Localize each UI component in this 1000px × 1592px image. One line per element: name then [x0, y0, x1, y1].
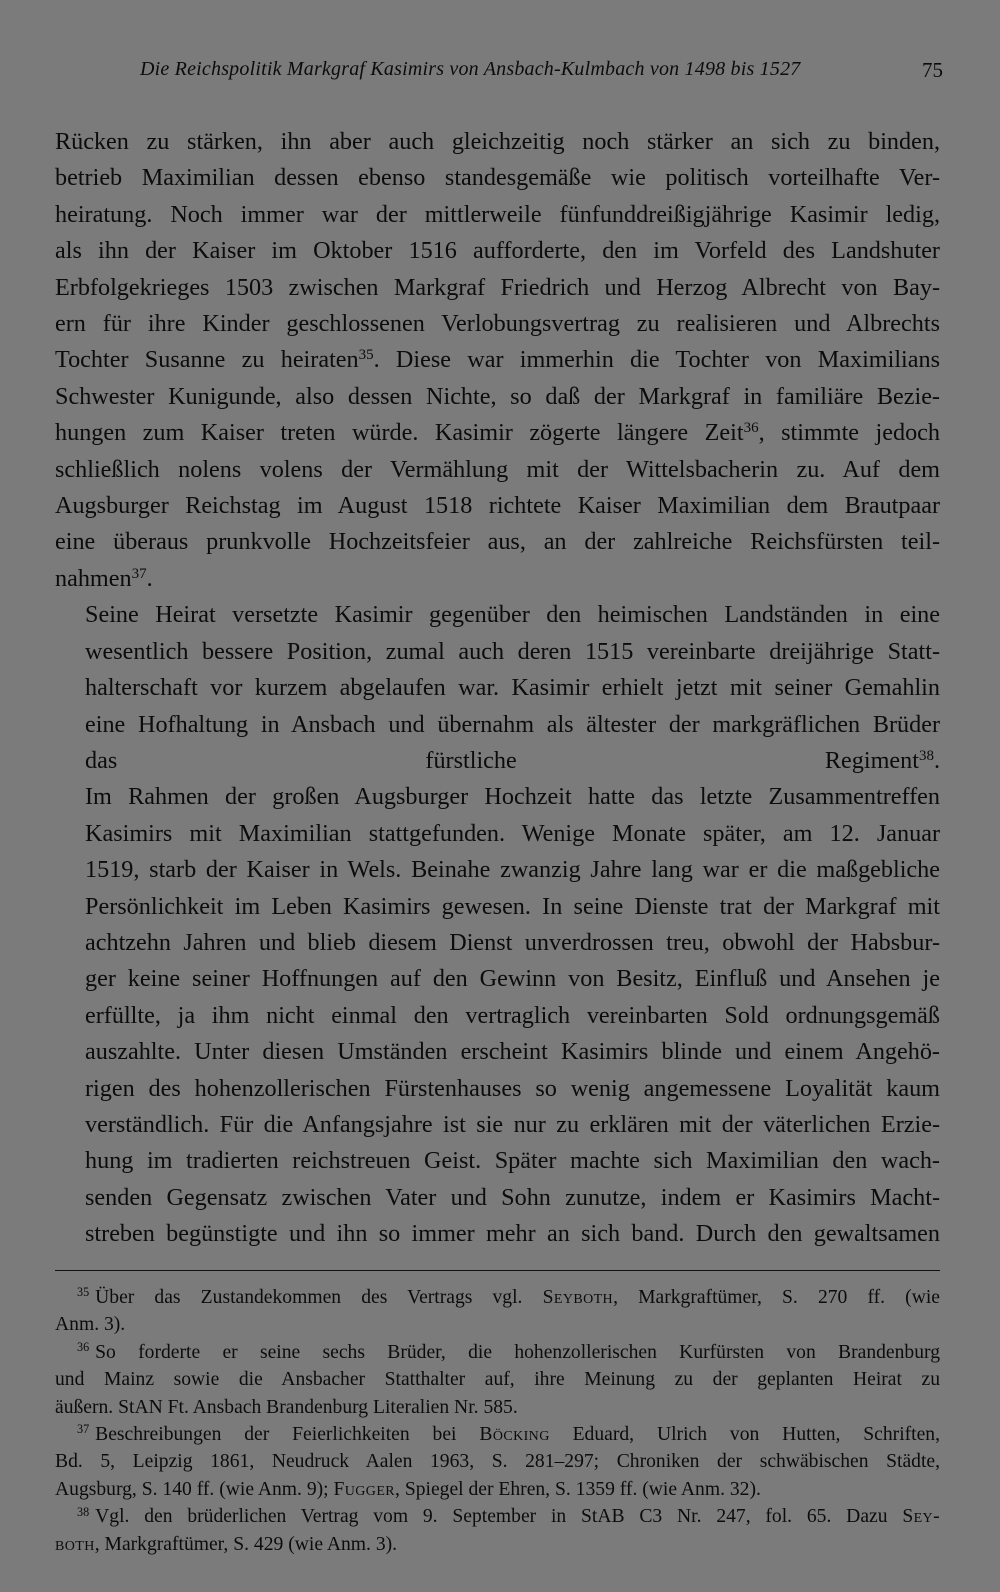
text-run: ern für ihre Kinder geschlossenen Verlobungsvertrag zu realisieren und Albrechts: [55, 310, 940, 338]
paragraph: [55, 779, 940, 1252]
text-line: [55, 452, 940, 488]
footnote-ref: 38: [918, 747, 934, 764]
text-run: , Spiegel der Ehren, S. 1359 ff. (wie Anm. 32).: [395, 1478, 761, 1500]
footnote-ref: 37: [131, 565, 147, 582]
footnote-line: [55, 1339, 940, 1366]
text-run: Seine Heirat versetzte Kasimir gegenüber den heimischen Landständen in eine: [85, 601, 940, 629]
running-title: Die Reichspolitik Markgraf Kasimirs von Ansbach-Kulmbach von 1498 bis 1527: [140, 58, 801, 80]
text-run: senden Gegensatz zwischen Vater und Sohn zunutze, indem er Kasimirs Macht-: [85, 1183, 940, 1211]
text-run: Augsburger Reichstag im August 1518 richtete Kaiser Maximilian dem Brautpaar: [55, 492, 940, 520]
text-run: achtzehn Jahren und blieb diesem Dienst unverdrossen treu, obwohl der Habsbur-: [85, 928, 940, 956]
text-run: verständlich. Für die Anfangsjahre ist sie nur zu erklären mit der väterlichen Erzie-: [85, 1110, 940, 1138]
text-line: [55, 816, 940, 852]
text-run: Vgl. den brüderlichen Vertrag vom 9. September in StAB C3 Nr. 247, fol. 65. Dazu: [95, 1506, 903, 1528]
footnotes: [55, 1284, 940, 1558]
text-run: heiratung. Noch immer war der mittlerweile fünfunddreißigjährige Kasimir ledig,: [55, 200, 940, 228]
text-run: hung im tradierten reichstreuen Geist. Später machte sich Maximilian den wach-: [85, 1147, 940, 1175]
author-name: Fugger: [333, 1478, 396, 1500]
footnote-line: [55, 1503, 940, 1530]
text-run: Augsburg, S. 140 ff. (wie Anm. 9);: [55, 1478, 334, 1500]
footnote-line: [55, 1421, 940, 1448]
footnote: [55, 1284, 940, 1339]
paragraph: [55, 124, 940, 597]
footnote-ref: 35: [358, 347, 374, 364]
text-run: rigen des hohenzollerischen Fürstenhauses so wenig angemessene Loyalität kaum: [85, 1074, 940, 1102]
author-name: Sey-: [902, 1506, 940, 1528]
text-run: das fürstliche Regiment: [85, 746, 919, 774]
text-run: Bd. 5, Leipzig 1861, Neudruck Aalen 1963, S. 281–297; Chroniken der schwäbischen Städte,: [55, 1451, 940, 1473]
text-line: [55, 670, 940, 706]
text-run: Anm. 3).: [55, 1314, 126, 1336]
footnote-ref: 36: [743, 420, 759, 436]
text-run: . Diese war immerhin die Tochter von Maximilians: [373, 346, 941, 374]
author-name: Böcking: [479, 1424, 550, 1446]
text-run: Über das Zustandekommen des Vertrags vgl.: [95, 1287, 543, 1308]
footnote-number: 36: [77, 1340, 90, 1355]
text-line: [55, 1216, 940, 1252]
text-run: Tochter Susanne zu heiraten: [55, 346, 359, 374]
text-run: Schwester Kunigunde, also dessen Nichte, so daß der Markgraf in familiäre Bezie-: [55, 382, 940, 410]
author-name: both: [55, 1533, 95, 1555]
text-line: [55, 889, 940, 925]
text-line: [55, 124, 940, 160]
text-line: [55, 1107, 940, 1143]
text-run: So forderte er seine sechs Brüder, die hohenzollerischen Kurfürsten von Brandenburg: [95, 1341, 940, 1363]
page-number: 75: [922, 58, 943, 82]
text-run: streben begünstigte und ihn so immer mehr an sich band. Durch den gewaltsamen: [85, 1220, 940, 1248]
footnote-divider: [55, 1270, 940, 1271]
page-header: [0, 58, 1000, 88]
author-name: Seyboth: [542, 1287, 614, 1308]
footnote: [55, 1421, 940, 1503]
footnote-line: [55, 1366, 940, 1393]
text-run: und Mainz sowie die Ansbacher Statthalter auf, ihre Meinung zu der geplanten Heirat zu: [55, 1369, 940, 1391]
text-line: [55, 160, 940, 196]
footnote-number: 38: [77, 1504, 90, 1519]
text-run: Im Rahmen der großen Augsburger Hochzeit hatte das letzte Zusammentreffen: [85, 783, 940, 811]
text-line: [55, 852, 940, 888]
text-run: auszahlte. Unter diesen Umständen erscheint Kasimirs blinde und einem Angehö-: [85, 1038, 940, 1066]
text-line: [55, 1180, 940, 1216]
text-run: Beschreibungen der Feierlichkeiten bei: [95, 1424, 480, 1446]
footnote-number: 35: [77, 1285, 90, 1300]
text-line: [55, 634, 940, 670]
footnote: [55, 1339, 940, 1421]
footnote-line: [55, 1476, 940, 1503]
text-run: wesentlich bessere Position, zumal auch deren 1515 vereinbarte dreijährige Statt-: [85, 637, 940, 665]
text-run: Eduard, Ulrich von Hutten, Schriften,: [549, 1424, 940, 1446]
text-line: [55, 524, 940, 560]
footnote-line: [55, 1531, 940, 1558]
footnote-line: [55, 1284, 940, 1311]
text-line: [55, 233, 940, 269]
text-line: [55, 597, 940, 633]
text-run: , Markgraftümer, S. 270 ff. (wie: [613, 1287, 940, 1308]
text-line: [55, 379, 940, 415]
text-run: Persönlichkeit im Leben Kasimirs gewesen. In seine Dienste trat der Markgraf mit: [85, 892, 940, 920]
text-line: [55, 961, 940, 997]
text-line: [55, 1143, 940, 1179]
text-line: [55, 779, 940, 815]
text-line: [55, 1034, 940, 1070]
text-run: ger keine seiner Hoffnungen auf den Gewinn von Besitz, Einfluß und Ansehen je: [85, 965, 940, 993]
text-run: betrieb Maximilian dessen ebenso standesgemäße wie politisch vorteilhafte Ver-: [55, 164, 940, 192]
text-run: 1519, starb der Kaiser in Wels. Beinahe zwanzig Jahre lang war er die maßgebliche: [85, 856, 940, 884]
text-line: [55, 707, 940, 743]
text-run: nahmen: [55, 564, 132, 592]
text-run: halterschaft vor kurzem abgelaufen war. Kasimir erhielt jetzt mit seiner Gemahlin: [85, 674, 940, 702]
text-run: hungen zum Kaiser treten würde. Kasimir zögerte längere Zeit: [55, 419, 744, 447]
text-run: äußern. StAN Ft. Ansbach Brandenburg Literalien Nr. 585.: [55, 1396, 518, 1418]
text-line: [55, 743, 940, 779]
text-run: schließlich nolens volens der Vermählung mit der Wittelsbacherin zu. Auf dem: [55, 455, 940, 483]
text-run: .: [146, 564, 153, 592]
text-line: [55, 342, 940, 378]
footnote-line: [55, 1448, 940, 1475]
text-line: [55, 270, 940, 306]
text-line: [55, 998, 940, 1034]
text-run: eine Hofhaltung in Ansbach und übernahm als ältester der markgräflichen Brüder: [85, 710, 940, 738]
text-run: erfüllte, ja ihm nicht einmal den vertraglich vereinbarten Sold ordnungsgemäß: [85, 1001, 940, 1029]
paragraph: [55, 597, 940, 779]
text-line: [55, 306, 940, 342]
text-line: [55, 561, 940, 597]
text-run: Rücken zu stärken, ihn aber auch gleichzeitig noch stärker an sich zu binden,: [55, 128, 940, 155]
text-line: [55, 197, 940, 233]
footnote-line: [55, 1394, 940, 1421]
text-line: [55, 488, 940, 524]
text-run: , Markgraftümer, S. 429 (wie Anm. 3).: [94, 1533, 398, 1555]
text-run: .: [933, 746, 940, 774]
footnote-number: 37: [77, 1422, 90, 1437]
text-run: als ihn der Kaiser im Oktober 1516 aufforderte, den im Vorfeld des Landshuter: [55, 237, 940, 265]
text-run: , stimmte jedoch: [758, 419, 940, 447]
text-run: Kasimirs mit Maximilian stattgefunden. Wenige Monate später, am 12. Januar: [85, 819, 940, 847]
text-line: [55, 415, 940, 451]
text-line: [55, 1071, 940, 1107]
text-run: eine überaus prunkvolle Hochzeitsfeier aus, an der zahlreiche Reichsfürsten teil-: [55, 528, 940, 556]
text-run: Erbfolgekrieges 1503 zwischen Markgraf Friedrich und Herzog Albrecht von Bay-: [55, 273, 940, 301]
body-text: [55, 124, 940, 1253]
text-line: [55, 925, 940, 961]
footnote-line: [55, 1311, 940, 1338]
footnote: [55, 1503, 940, 1558]
